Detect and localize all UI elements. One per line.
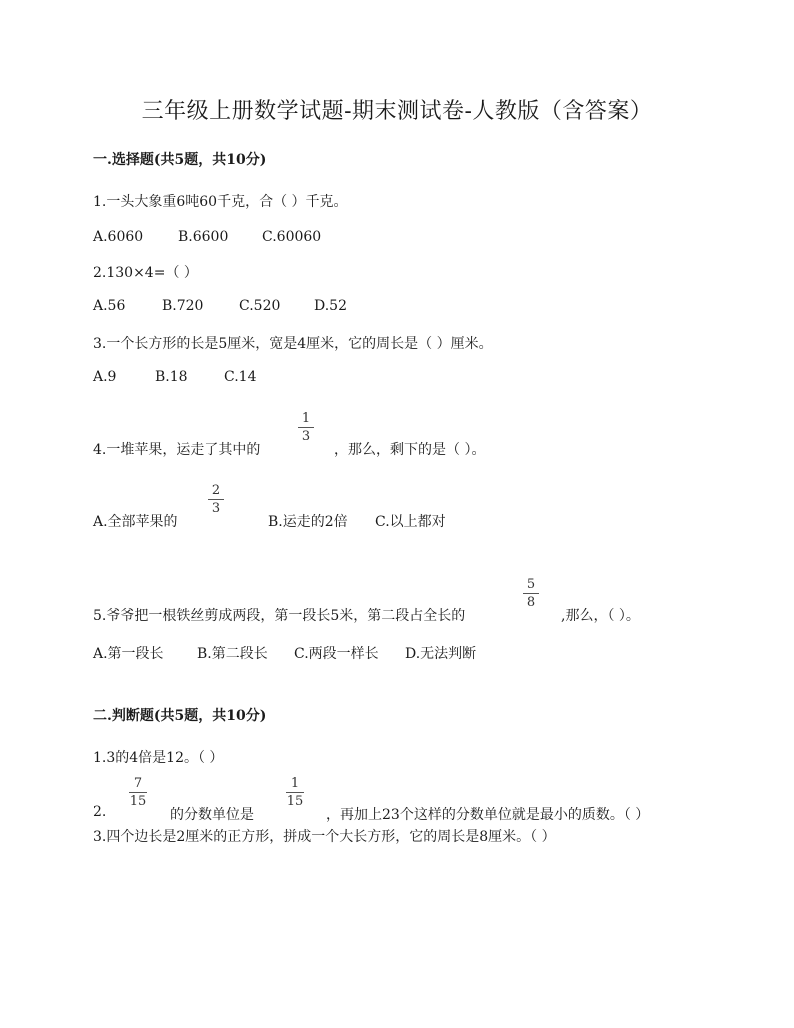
question-1-4-text: 4.一堆苹果，运走了其中的 [93, 442, 261, 458]
q1-4-option-b: B.运走的2倍 [268, 514, 348, 530]
fraction-denominator: 8 [526, 595, 536, 610]
fraction-denominator: 15 [286, 794, 304, 809]
section-heading-judgement: 二.判断题(共5题，共10分) [93, 708, 267, 724]
section-heading-choice: 一.选择题(共5题，共10分) [93, 152, 267, 168]
fraction-numerator: 1 [290, 776, 300, 791]
fraction-denominator: 15 [129, 794, 147, 809]
q1-5-option-b: B.第二段长 [197, 646, 268, 662]
question-1-5-text: 5.爷爷把一根铁丝剪成两段，第一段长5米，第二段占全长的 [93, 608, 466, 624]
q1-3-option-b: B.18 [155, 369, 188, 385]
page-title: 三年级上册数学试题-期末测试卷-人教版（含答案） [141, 99, 653, 124]
q1-5-option-c: C.两段一样长 [294, 646, 379, 662]
q1-2-option-c: C.520 [239, 298, 281, 314]
question-2-3: 3.四个边长是2厘米的正方形，拼成一个大长方形，它的周长是8厘米。（ ） [93, 829, 556, 845]
q1-1-option-a: A.6060 [93, 229, 144, 245]
fraction-numerator: 1 [301, 411, 311, 426]
question-2-2-suffix: ，再加上23个这样的分数单位就是最小的质数。（ ） [326, 807, 650, 823]
fraction-one-fifteenth [286, 776, 304, 809]
fraction-numerator: 7 [133, 776, 143, 791]
question-2-1: 1.3的4倍是12。（ ） [93, 750, 224, 766]
fraction-denominator: 3 [211, 501, 221, 516]
fraction-numerator: 2 [211, 483, 221, 498]
question-1-4-suffix: ，那么，剩下的是（ ）。 [334, 442, 486, 458]
question-2-2-middle: 的分数单位是 [170, 807, 254, 823]
q1-5-option-a: A.第一段长 [93, 646, 164, 662]
fraction-two-thirds [208, 483, 224, 516]
q1-4-option-a: A.全部苹果的 [93, 514, 178, 530]
fraction-denominator: 3 [301, 429, 311, 444]
q1-2-option-b: B.720 [162, 298, 204, 314]
fraction-one-third [298, 411, 314, 444]
fraction-five-eighths [523, 577, 539, 610]
q1-3-option-c: C.14 [224, 369, 257, 385]
question-1-5-suffix: ,那么，（ ）。 [561, 608, 640, 624]
question-2-2-prefix: 2. [93, 804, 107, 820]
question-1-3: 3.一个长方形的长是5厘米，宽是4厘米，它的周长是（ ）厘米。 [93, 336, 493, 352]
q1-2-option-d: D.52 [314, 298, 347, 314]
q1-5-option-d: D.无法判断 [405, 646, 477, 662]
fraction-numerator: 5 [526, 577, 536, 592]
q1-1-option-c: C.60060 [262, 229, 322, 245]
q1-2-option-a: A.56 [93, 298, 126, 314]
fraction-seven-fifteenths [129, 776, 147, 809]
question-1-1: 1.一头大象重6吨60千克，合（ ）千克。 [93, 194, 348, 210]
q1-4-option-c: C.以上都对 [375, 514, 446, 530]
q1-1-option-b: B.6600 [178, 229, 229, 245]
q1-3-option-a: A.9 [93, 369, 117, 385]
question-1-2: 2.130×4=（ ） [93, 265, 198, 281]
